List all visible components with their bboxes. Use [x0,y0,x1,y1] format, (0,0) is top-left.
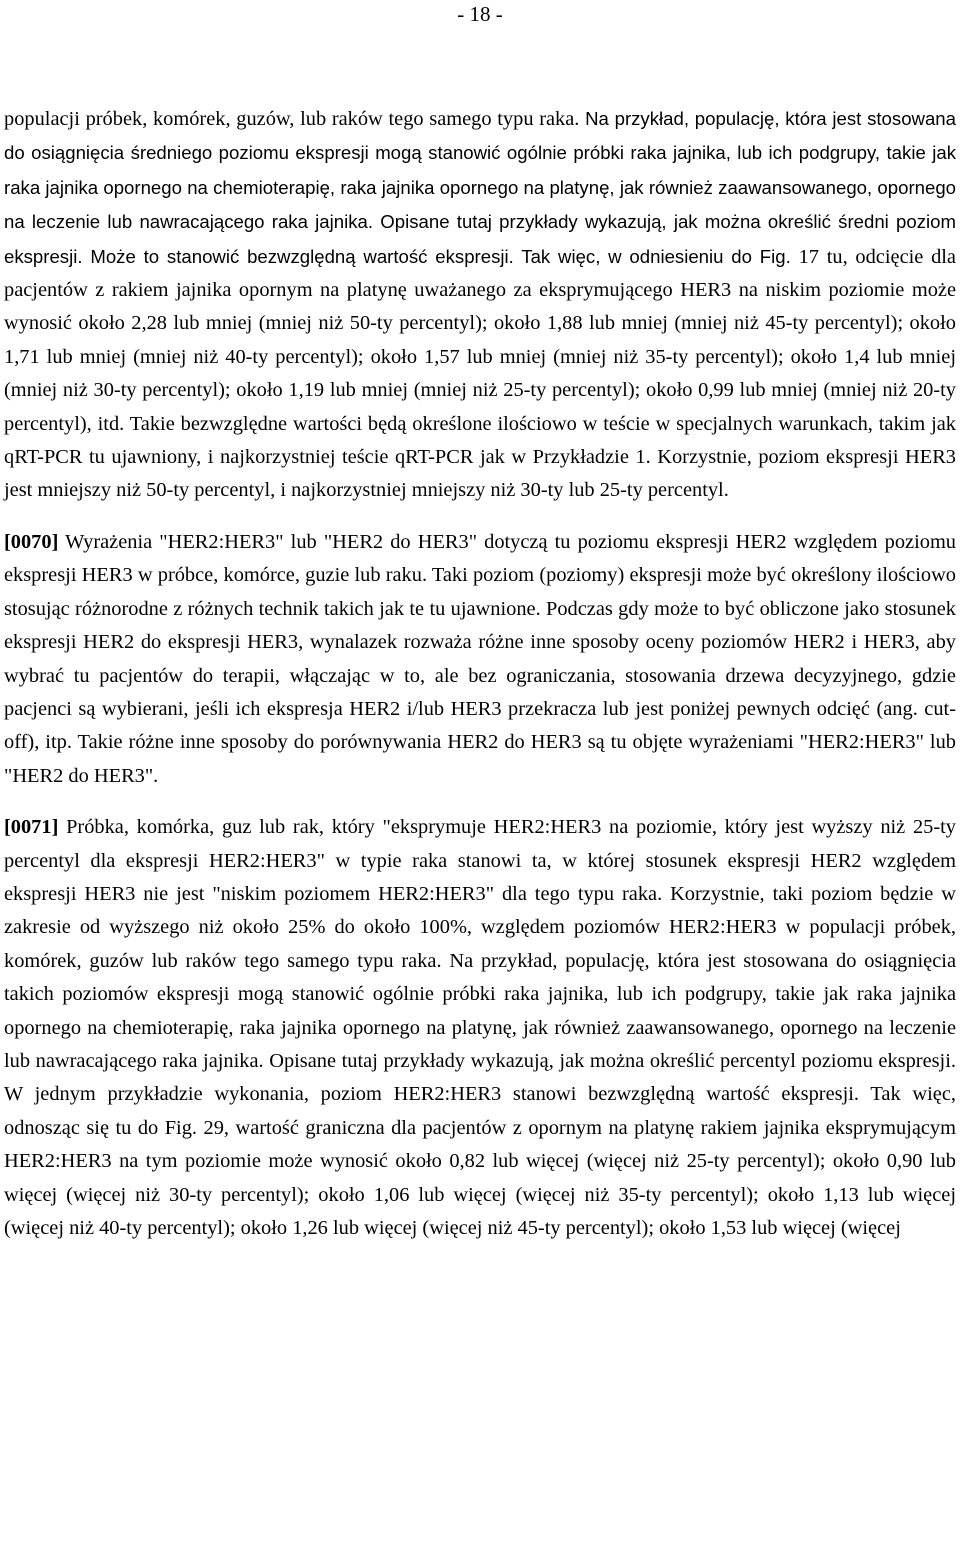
paragraph-spacer [4,793,956,811]
paragraph-text-segment: populacji próbek, komórek, guzów, lub raków tego samego typu raka. [4,108,586,130]
paragraph-text-segment: Na przykład, populację, która jest stosowana do osiągnięcia średniego poziomu ekspresji mogą stanowić ogólnie próbki raka jajnika, lub ich podgrupy, takie jak raka jajnika opornego na chemioterapię, raka jajnika opornego na platynę, jak również zaawansowanego, opornego na leczenie lub nawracającego raka jajnika. Opisane tutaj przykłady wykazują, jak można określić średni poziom ekspresji. Może to stanowić bezwzględną wartość ekspresji. Tak więc, w odniesieniu do Fig. [4,108,956,267]
page-number: - 18 - [457,2,503,26]
paragraph-continuation [4,102,956,508]
paragraph-0071 [4,811,956,1245]
paragraph-0070 [4,526,956,793]
document-body [4,102,956,1245]
paragraph-text-segment: 17 tu, odcięcie dla pacjentów z rakiem jajnika opornym na platynę uważanego za eksprymującego HER3 na niskim poziomie może wynosić około 2,28 lub mniej (mniej niż 50-ty percentyl); około 1,88 lub mniej (mniej niż 45-ty percentyl); około 1,71 lub mniej (mniej niż 40-ty percentyl); około 1,57 lub mniej (mniej niż 35-ty percentyl); około 1,4 lub mniej (mniej niż 30-ty percentyl); około 1,19 lub mniej (mniej niż 25-ty percentyl); około 0,99 lub mniej (mniej niż 20-ty percentyl), itd. Takie bezwzględne wartości będą określone ilościowo w teście w specjalnych warunkach, takim jak qRT-PCR tu ujawniony, i najkorzystniej teście qRT-PCR jak w Przykładzie 1. Korzystnie, poziom ekspresji HER3 jest mniejszy niż 50-ty percentyl, i najkorzystniej mniejszy niż 30-ty lub 25-ty percentyl. [4,245,956,502]
paragraph-number: [0071] [4,816,59,839]
paragraph-text-segment: Wyrażenia "HER2:HER3" lub "HER2 do HER3" dotyczą tu poziomu ekspresji HER2 względem poziomu ekspresji HER3 w próbce, komórce, guzie lub raku. Taki poziom (poziomy) ekspresji może być określony ilościowo stosując różnorodne z różnych technik takich jak te tu ujawnione. Podczas gdy może to być obliczone jako stosunek ekspresji HER2 do ekspresji HER3, wynalazek rozważa różne inne sposoby oceny poziomów HER2 i HER3, aby wybrać tu pacjentów do terapii, włączając w to, ale bez ograniczania, stosowania drzewa decyzyjnego, gdzie pacjenci są wybierani, jeśli ich ekspresja HER2 i/lub HER3 przekracza lub jest poniżej pewnych odcięć (ang. cut-off), itp. Takie różne inne sposoby do porównywania HER2 do HER3 są tu objęte wyrażeniami "HER2:HER3" lub "HER2 do HER3". [4,530,956,787]
paragraph-number: [0070] [4,530,59,553]
paragraph-text-segment: Próbka, komórka, guz lub rak, który "eksprymuje HER2:HER3 na poziomie, który jest wyższy niż 25-ty percentyl dla ekspresji HER2:HER3" w typie raka stanowi ta, w której stosunek ekspresji HER2 względem ekspresji HER3 nie jest "niskim poziomem HER2:HER3" dla tego typu raka. Korzystnie, taki poziom będzie w zakresie od wyższego niż około 25% do około 100%, względem poziomów HER2:HER3 w populacji próbek, komórek, guzów lub raków tego samego typu raka. Na przykład, populację, która jest stosowana do osiągnięcia takich poziomów ekspresji mogą stanowić ogólnie próbki raka jajnika, lub ich podgrupy, takie jak raka jajnika opornego na chemioterapię, raka jajnika opornego na platynę, jak również zaawansowanego, opornego na leczenie lub nawracającego raka jajnika. Opisane tutaj przykłady wykazują, jak można określić percentyl poziomu ekspresji. W jednym przykładzie wykonania, poziom HER2:HER3 stanowi bezwzględną wartość ekspresji. Tak więc, odnosząc się tu do Fig. 29, wartość graniczna dla pacjentów z opornym na platynę rakiem jajnika eksprymującym HER2:HER3 na tym poziomie może wynosić około 0,82 lub więcej (więcej niż 25-ty percentyl); około 0,90 lub więcej (więcej niż 30-ty percentyl); około 1,06 lub więcej (więcej niż 35-ty percentyl); około 1,13 lub więcej (więcej niż 40-ty percentyl); około 1,26 lub więcej (więcej niż 45-ty percentyl); około 1,53 lub więcej (więcej [4,816,956,1239]
paragraph-spacer [4,508,956,526]
